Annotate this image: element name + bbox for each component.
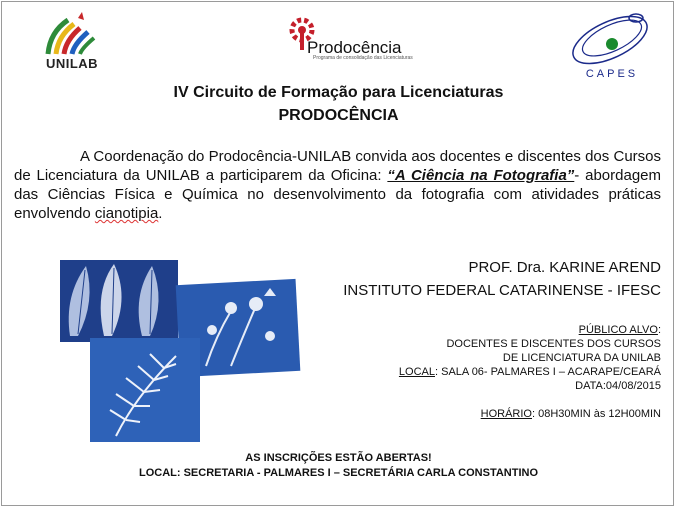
audience-line-2: DE LICENCIATURA DA UNILAB (502, 352, 661, 364)
audience-heading (399, 323, 661, 337)
location-label: LOCAL (398, 366, 435, 378)
speaker-institution: INSTITUTO FEDERAL CATARINENSE - IFESC (343, 282, 661, 299)
invitation-end: . (158, 205, 163, 222)
time-label: HORÁRIO (480, 408, 532, 420)
event-title: IV Circuito de Formação para Licenciaturas (173, 84, 504, 101)
capes-wordmark: CAPES (585, 68, 639, 80)
time-value: : 08H30MIN às 12H00MIN (532, 408, 661, 420)
program-title: PRODOCÊNCIA (278, 107, 399, 124)
location-value: : SALA 06- PALMARES I – ACARAPE/CEARÁ (435, 366, 661, 378)
date-line: DATA:04/08/2015 (575, 380, 661, 392)
registration-location: LOCAL: SECRETARIA - PALMARES I – SECRETÁRIA CARLA CONSTANTINO (138, 467, 539, 479)
speaker-name: PROF. Dra. KARINE AREND (468, 259, 661, 276)
prodocencia-tagline: Programa de consolidação das Licenciaturas (313, 55, 413, 61)
audience-label: PÚBLICO ALVO (578, 324, 658, 336)
unilab-wordmark: UNILAB (45, 56, 99, 71)
time-line (399, 407, 661, 421)
fern-cyanotype-image (90, 338, 200, 442)
cyanotype-photos (56, 256, 306, 446)
capes-logo (566, 10, 658, 68)
technique-name: cianotipia (94, 205, 159, 222)
leaves-cyanotype-image (60, 260, 178, 342)
audience-line-1: DOCENTES E DISCENTES DOS CURSOS (446, 338, 661, 350)
prodocencia-wordmark: Prodocência (307, 38, 402, 57)
speaker-block (343, 256, 661, 302)
registration-open-notice: AS INSCRIÇÕES ESTÃO ABERTAS! (245, 452, 432, 464)
workshop-name: “A Ciência na Fotografia” (387, 167, 575, 184)
audience-colon: : (657, 324, 661, 336)
location-line (399, 365, 661, 379)
invitation-middle: - abordagem das Ciências Física e Química no desenvolvimento da fotografia com atividades práticas envolvendo (14, 167, 661, 222)
event-info (399, 323, 661, 421)
invitation-intro: A Coordenação do Prodocência-UNILAB convida aos docentes e discentes dos Cursos de Licenciatura da UNILAB a participarem da Oficina: (14, 148, 661, 184)
invitation-paragraph (14, 147, 661, 223)
